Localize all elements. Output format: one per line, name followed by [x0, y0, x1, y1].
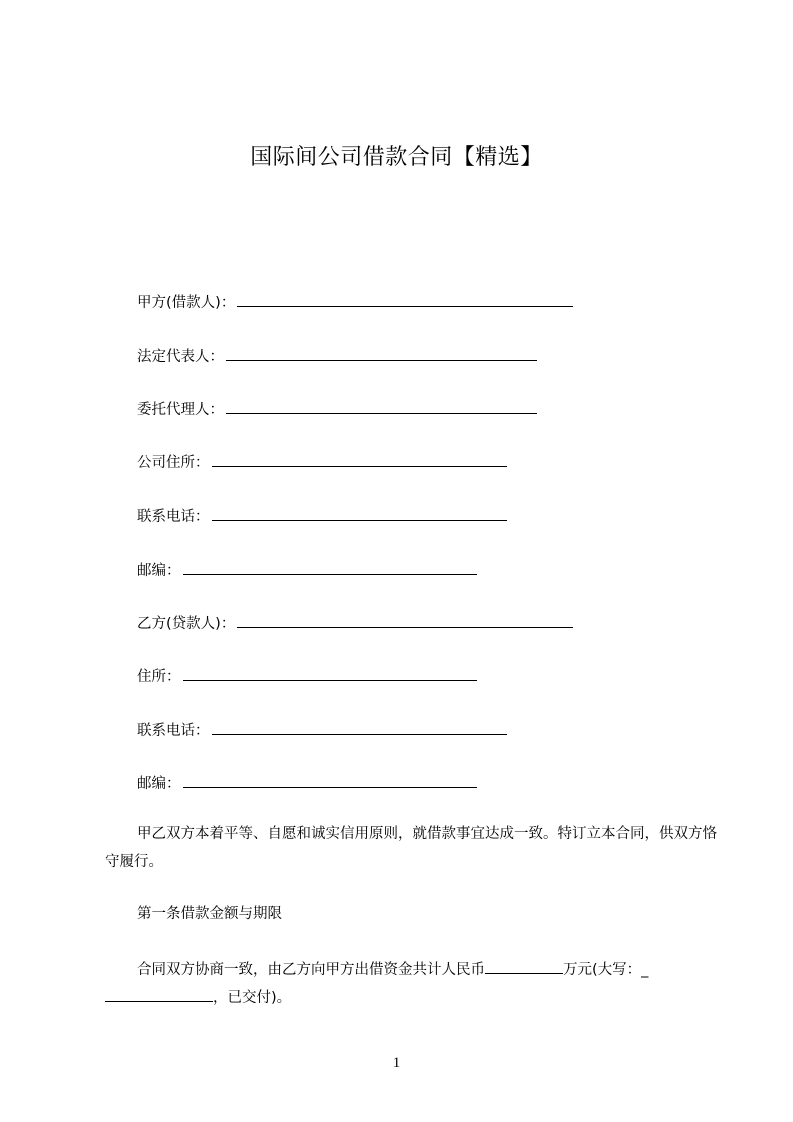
fill-in-blank — [183, 666, 477, 681]
field-label: 联系电话： — [137, 723, 210, 739]
field-lender-address — [137, 666, 477, 687]
amount-blank — [485, 959, 563, 974]
field-borrower — [137, 292, 573, 313]
field-label: 邮编： — [137, 563, 181, 579]
fill-in-blank — [212, 720, 507, 735]
article-1-text-part3: ，已交付)。 — [213, 990, 292, 1006]
article-1-text-part2: 万元(大写：_ — [563, 962, 649, 978]
field-company-address — [137, 452, 507, 473]
fill-in-blank — [237, 613, 573, 628]
fill-in-blank — [237, 292, 573, 307]
fill-in-blank — [183, 560, 477, 575]
field-label: 甲方(借款人)： — [137, 295, 236, 311]
field-authorized-agent — [137, 399, 537, 420]
field-label: 乙方(贷款人)： — [137, 616, 236, 632]
page-number: 1 — [392, 1055, 401, 1071]
fill-in-blank — [226, 399, 537, 414]
field-lender — [137, 613, 573, 634]
field-borrower-phone — [137, 506, 507, 527]
field-label: 公司住所： — [137, 455, 210, 471]
field-lender-phone — [137, 720, 507, 741]
field-label: 委托代理人： — [137, 402, 224, 418]
fill-in-blank — [212, 506, 507, 521]
field-borrower-postcode — [137, 560, 477, 581]
article-1-heading: 第一条借款金额与期限 — [137, 906, 282, 922]
article-1-paragraph — [105, 956, 717, 1012]
field-lender-postcode — [137, 773, 477, 794]
amount-capitalized-blank — [105, 987, 213, 1002]
fill-in-blank — [212, 452, 507, 467]
fill-in-blank — [226, 346, 537, 361]
field-label: 住所： — [137, 669, 181, 685]
field-label: 法定代表人： — [137, 349, 224, 365]
field-label: 邮编： — [137, 776, 181, 792]
field-label: 联系电话： — [137, 509, 210, 525]
intro-text: 甲乙双方本着平等、自愿和诚实信用原则，就借款事宜达成一致。特订立本合同，供双方恪守履行。 — [105, 826, 717, 870]
article-1-text-part1: 合同双方协商一致，由乙方向甲方出借资金共计人民币 — [137, 962, 485, 978]
field-legal-representative — [137, 346, 537, 367]
document-title: 国际间公司借款合同【精选】 — [250, 145, 543, 170]
intro-paragraph — [105, 820, 717, 876]
fill-in-blank — [183, 773, 477, 788]
